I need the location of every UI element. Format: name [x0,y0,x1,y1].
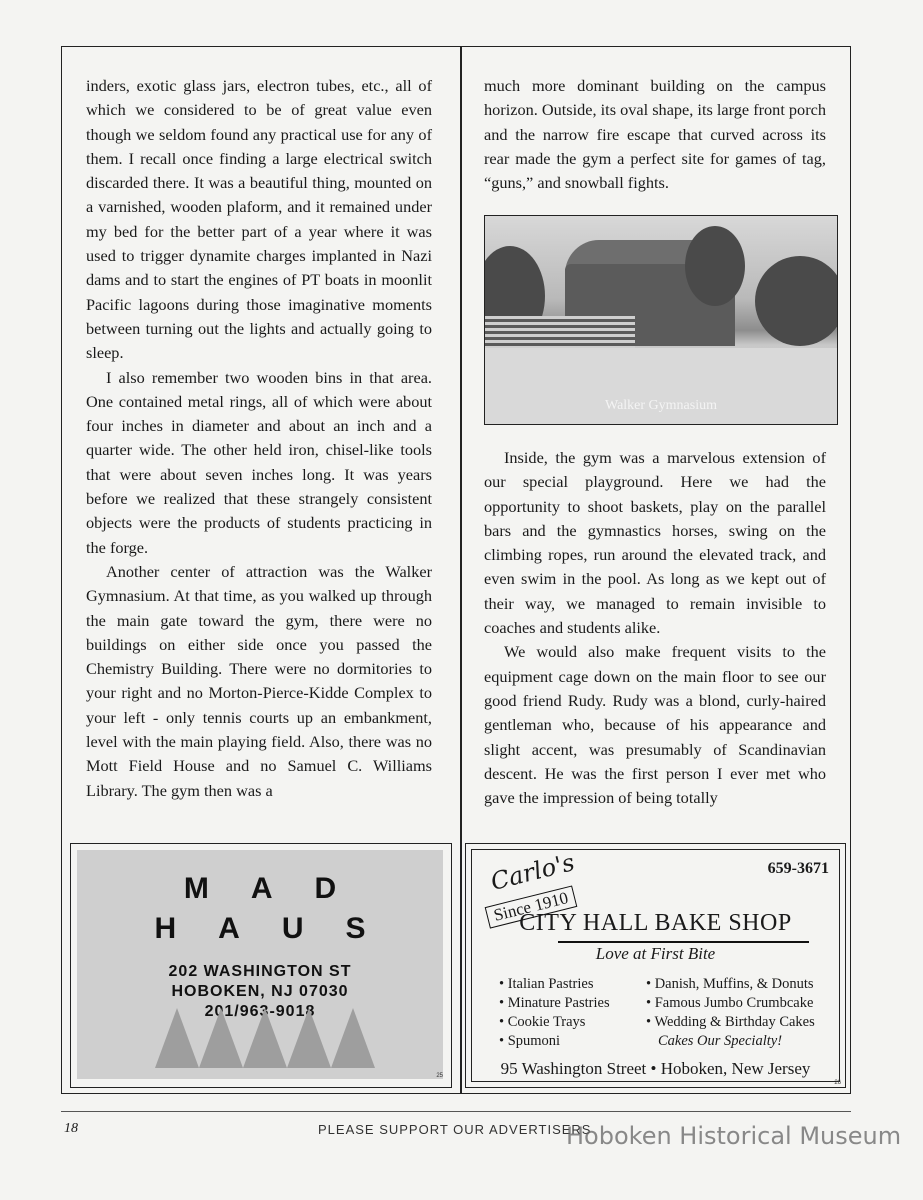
mad-haus-phone: 201/963-9018 [204,1003,316,1020]
tree-shape [685,226,745,306]
logo-letter: M [183,872,209,905]
right-column-bottom [484,446,826,810]
triangle-decoration [155,1008,375,1068]
mad-haus-ad [70,843,452,1088]
footer-support-text: PLEASE SUPPORT OUR ADVERTISERS [318,1122,592,1137]
carlos-bake-shop-ad [465,843,846,1088]
paragraph: I also remember two wooden bins in that area. One contained metal rings, all of which were about four inches in diameter and about an inch and a quarter wide. The other held iron, chisel-like tools that were about seven inches long. It was years before we realized that these strangely consistent objects were the products of students practicing in the forge. [86,367,432,557]
mad-haus-logo-row1 [77,872,443,906]
shop-address: 95 Washington Street • Hoboken, New Jersey [500,1059,811,1078]
mad-haus-address-city: HOBOKEN, NJ 07030 [171,983,349,1000]
paragraph: inders, exotic glass jars, electron tubes, etc., all of which we considered to be of great value even though we seldom found any practical use for any of them. I recall once finding a large electrical switch discarded there. It was a beautiful thing, mounted on a varnished, wooden plaform, and it remained under my bed for the better part of a year where it was used to trigger dynamite charges implanted in Nazi dams and to start the engines of PT boats in moonlit Pacific lagoons during those imaginative moments between turning out the lights and actually going to sleep. [86,76,432,363]
walker-gymnasium-photo [484,215,838,425]
page-number: 18 [64,1121,78,1136]
list-item: • Minature Pastries [499,995,610,1011]
paragraph: Another center of attraction was the Walker Gymnasium. At that time, as you walked up through the main gate toward the gym, there were no buildings on either side once you passed the Chemistry Building. There were no dormitories to your right and no Morton-Pierce-Kidde Complex to your left - only tennis courts up an embankment, level with the main playing field. Also, there was no Mott Field House and no Samuel C. Williams Library. The gym then was a [86,561,432,800]
ad-number: 25 [436,1073,443,1079]
list-item: • Spumoni [499,1033,561,1049]
logo-letter: U [281,912,304,945]
logo-letter: H [154,912,177,945]
carlos-logo-script: Carlo's [487,848,578,896]
triangle-shape [331,1008,375,1068]
footer-rule [61,1111,851,1112]
triangle-shape [155,1008,199,1068]
shop-tagline: Love at First Bite [595,944,716,963]
paragraph: We would also make frequent visits to the equipment cage down on the main floor to see our good friend Rudy. Rudy was a blond, curly-haired gentleman who, because of his appearance and slight accent, was presumably of Scandinavian descent. He was the first person I ever met who gave the impression of being totally [484,642,826,808]
photo-caption: Walker Gymnasium [604,398,717,413]
logo-letter: S [345,912,366,945]
list-item: • Wedding & Birthday Cakes [646,1014,815,1030]
right-column-top [484,74,826,195]
triangle-shape [199,1008,243,1068]
list-item: • Cookie Trays [499,1014,586,1030]
triangle-shape [243,1008,287,1068]
shop-name: CITY HALL BAKE SHOP [519,910,792,936]
logo-letter: A [250,872,273,905]
list-item: • Italian Pastries [499,976,594,992]
mad-haus-address-street: 202 WASHINGTON ST [168,963,352,980]
paragraph: much more dominant building on the campus horizon. Outside, its oval shape, its large front porch and the narrow fire escape that curved across its rear made the gym a perfect site for games of tag, “guns,” and snowball fights. [484,76,826,193]
list-item: • Danish, Muffins, & Donuts [646,976,814,992]
triangle-shape [287,1008,331,1068]
left-column [86,74,432,803]
tree-shape [755,256,838,346]
bleachers-shape [485,316,635,348]
mad-haus-logo-row2 [77,912,443,946]
logo-letter: A [218,912,240,945]
specialty-text: Cakes Our Specialty! [658,1033,783,1049]
items-list-right [646,975,815,1032]
ad-number: 26 [834,1080,841,1086]
mad-haus-ad-panel [77,850,443,1079]
column-divider [460,46,462,1094]
paragraph: Inside, the gym was a marvelous extension of our special playground. Here we had the opportunity to shoot baskets, play on the parallel bars and the gymnastics horses, swing on the climbing ropes, run around the elevated track, and even swim in the pool. As long as we kept out of their way, we managed to remain invisible to coaches and students alike. [484,448,826,638]
carlos-phone: 659-3671 [767,860,829,877]
items-list-left [499,975,610,1051]
logo-letter: D [314,872,337,905]
carlos-ad-panel [471,849,840,1082]
list-item: • Famous Jumbo Crumbcake [646,995,814,1011]
shop-name-underline [558,941,809,943]
museum-watermark: Hoboken Historical Museum [566,1122,902,1150]
since-badge: Since 1910 [485,885,578,928]
